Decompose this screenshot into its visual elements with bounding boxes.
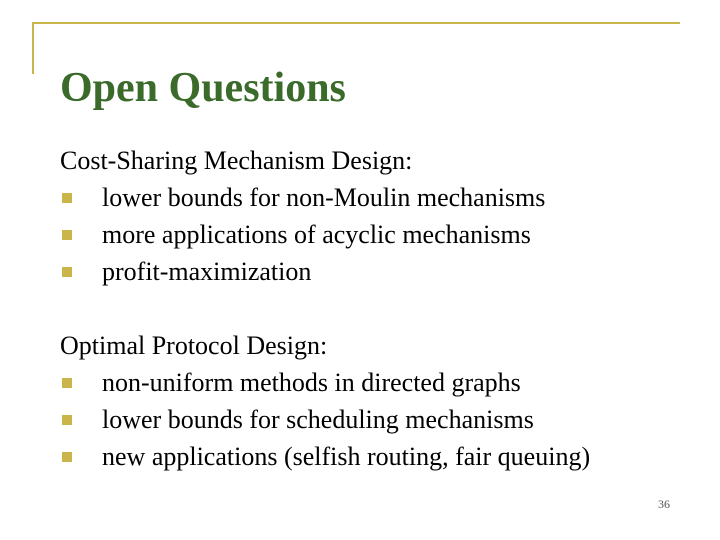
slide-title: Open Questions [60, 65, 346, 112]
list-item [60, 179, 545, 216]
square-bullet-icon [62, 193, 72, 203]
list-item [60, 438, 590, 475]
square-bullet-icon [62, 267, 72, 277]
section-cost-sharing [60, 142, 545, 290]
list-item-text: non-uniform methods in directed graphs [102, 368, 521, 397]
section-optimal-protocol [60, 327, 590, 475]
list-item-text: new applications (selfish routing, fair queuing) [102, 442, 591, 471]
square-bullet-icon [62, 230, 72, 240]
list-item-text: profit-maximization [102, 257, 312, 286]
list-item [60, 216, 545, 253]
section-heading: Optimal Protocol Design: [60, 331, 328, 360]
square-bullet-icon [62, 378, 72, 388]
list-item-text: lower bounds for scheduling mechanisms [102, 405, 534, 434]
list-item-text: lower bounds for non-Moulin mechanisms [102, 183, 546, 212]
page-number: 36 [658, 497, 670, 511]
bullet-list [60, 364, 590, 475]
section-heading: Cost-Sharing Mechanism Design: [60, 146, 413, 175]
square-bullet-icon [62, 452, 72, 462]
list-item [60, 253, 545, 290]
square-bullet-icon [62, 415, 72, 425]
list-item [60, 364, 590, 401]
bullet-list [60, 179, 545, 290]
list-item [60, 401, 590, 438]
title-frame-top-border [32, 22, 680, 24]
title-frame-left-border [32, 22, 34, 74]
list-item-text: more applications of acyclic mechanisms [102, 220, 531, 249]
